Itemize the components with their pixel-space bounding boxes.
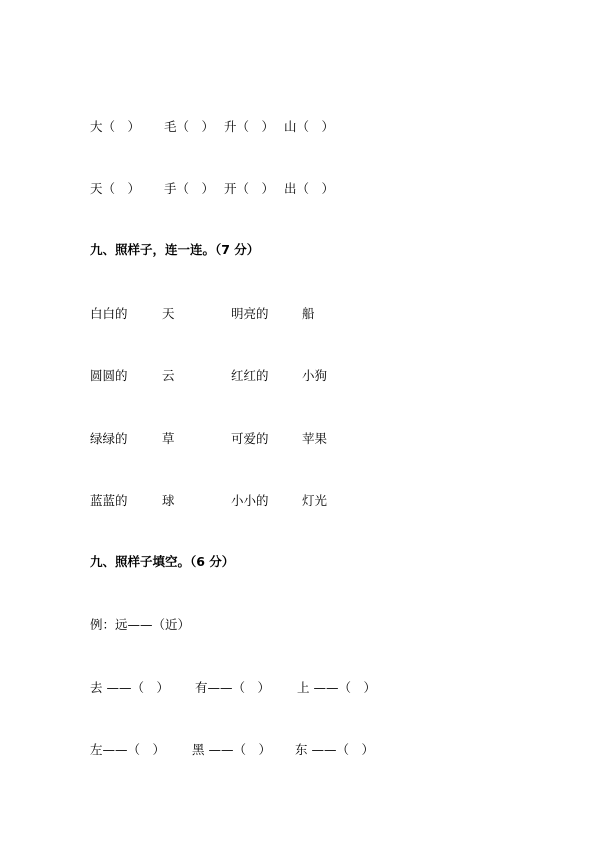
match-word: 船	[302, 306, 315, 321]
example-line: 例：远——（近）	[90, 617, 191, 632]
antonym-item: 去 ——（ ）	[90, 680, 169, 695]
match-word: 圆圆的	[90, 368, 128, 383]
match-word: 小小的	[231, 493, 269, 508]
match-word: 蓝蓝的	[90, 493, 128, 508]
fill-item: 升（ ）	[224, 119, 275, 134]
fill-item: 天（ ）	[90, 181, 141, 196]
fill-item: 出（ ）	[284, 181, 335, 196]
match-word: 球	[162, 493, 175, 508]
section-title-antonym: 九、照样子填空。（6 分）	[90, 554, 235, 569]
match-word: 白白的	[90, 306, 128, 321]
match-word: 云	[162, 368, 175, 383]
antonym-item: 黑 ——（ ）	[192, 742, 271, 757]
match-word: 草	[162, 431, 175, 446]
fill-item: 大（ ）	[90, 119, 141, 134]
match-word: 苹果	[302, 431, 328, 446]
section-title-match: 九、照样子，连一连。（7 分）	[90, 242, 260, 257]
antonym-item: 左——（ ）	[90, 742, 166, 757]
antonym-item: 有——（ ）	[195, 680, 271, 695]
antonym-item: 东 ——（ ）	[295, 742, 374, 757]
match-word: 绿绿的	[90, 431, 128, 446]
fill-item: 毛（ ）	[164, 119, 215, 134]
match-word: 可爱的	[231, 431, 269, 446]
match-word: 明亮的	[231, 306, 269, 321]
match-word: 小狗	[302, 368, 328, 383]
match-word: 灯光	[302, 493, 328, 508]
match-word: 红红的	[231, 368, 269, 383]
match-word: 天	[162, 306, 175, 321]
fill-item: 山（ ）	[284, 119, 335, 134]
antonym-item: 上 ——（ ）	[297, 680, 376, 695]
fill-item: 手（ ）	[164, 181, 215, 196]
fill-item: 开（ ）	[224, 181, 275, 196]
